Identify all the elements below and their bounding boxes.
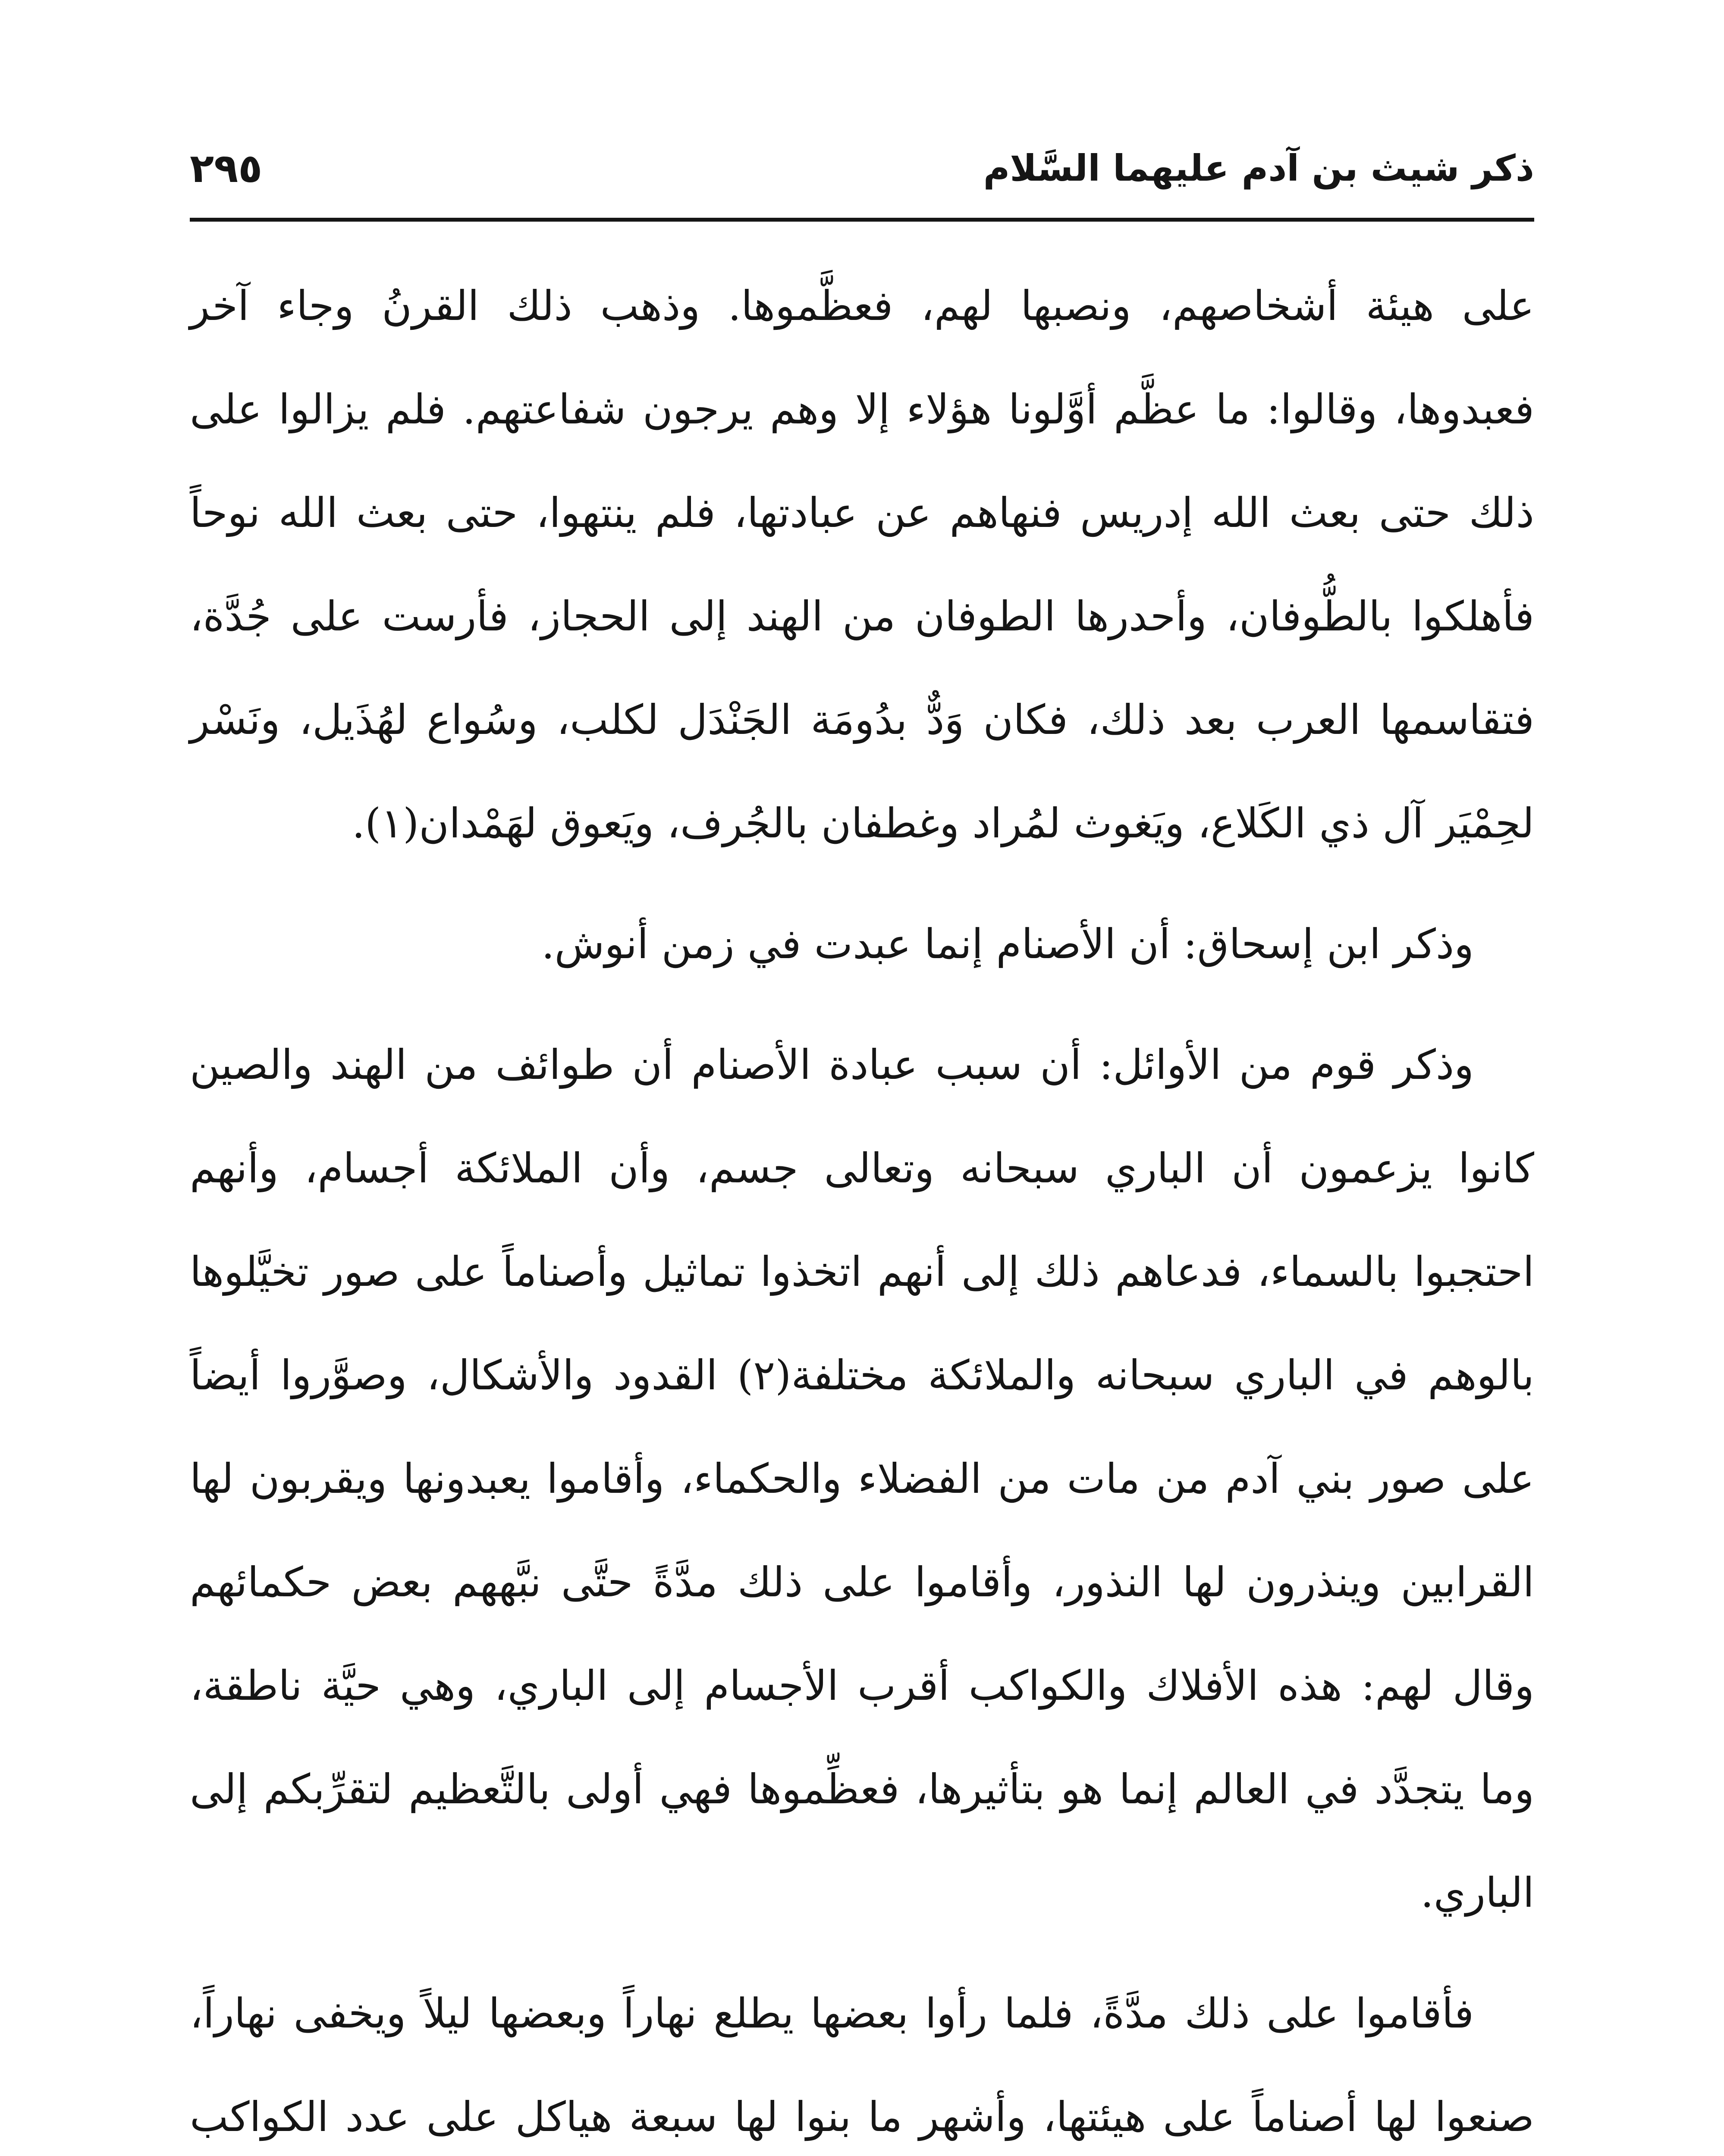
page-number: ٢٩٥ (190, 145, 263, 191)
header-rule (190, 218, 1534, 222)
paragraph: فأقاموا على ذلك مدَّةً، فلما رأوا بعضها يطلع نهاراً وبعضها ليلاً ويخفى نهاراً، صنعوا لها أصناماً على هيئتها، وأشهر ما بنوا لها سبعة هياكل على عدد الكواكب (190, 1990, 1534, 2141)
paragraph: وذكر ابن إسحاق: أن الأصنام إنما عبدت في زمن أنوش. (541, 921, 1474, 968)
paragraph: على هيئة أشخاصهم، ونصبها لهم، فعظَّموها. وذهب ذلك القرنُ وجاء آخر فعبدوها، وقالوا: ما عظَّم أوَّلونا هؤلاء إلا وهم يرجون شفاعتهم. فلم يزالوا على ذلك حتى بعث الله إدريس فنهاهم عن عبادتها، فلم ينتهوا، حتى بعث الله نوحاً فأهلكوا بالطُّوفان، وأحدرها الطوفان من الهند إلى الحجاز، فأرست على جُدَّة، فتقاسمها العرب بعد ذلك، فكان وَدٌّ بدُومَة الجَنْدَل لكلب، وسُواع لهُذَيل، ونَسْر لحِمْيَر آل ذي الكَلاع، ويَغوث لمُراد وغطفان بالجُرف، ويَعوق لهَمْدان(١). (190, 282, 1534, 847)
paragraph: وذكر قوم من الأوائل: أن سبب عبادة الأصنام أن طوائف من الهند والصين كانوا يزعمون أن الباري سبحانه وتعالى جسم، وأن الملائكة أجسام، وأنهم احتجبوا بالسماء، فدعاهم ذلك إلى أنهم اتخذوا تماثيل وأصناماً على صور تخيَّلوها بالوهم في الباري سبحانه والملائكة مختلفة(٢) القدود والأشكال، وصوَّروا أيضاً على صور بني آدم من مات من الفضلاء والحكماء، وأقاموا يعبدونها ويقربون لها القرابين وينذرون لها النذور، وأقاموا على ذلك مدَّةً حتَّى نبَّههم بعض حكمائهم وقال لهم: هذه الأفلاك والكواكب أقرب الأجسام إلى الباري، وهي حيَّة ناطقة، وما يتجدَّد في العالم إنما هو بتأثيرها، فعظِّموها فهي أولى بالتَّعظيم لتقرِّبكم إلى الباري. (190, 1041, 1534, 1917)
running-title: ذكر شيث بن آدم عليهما السَّلام (983, 147, 1534, 189)
page-header (190, 134, 1534, 203)
main-text (190, 254, 1534, 2156)
